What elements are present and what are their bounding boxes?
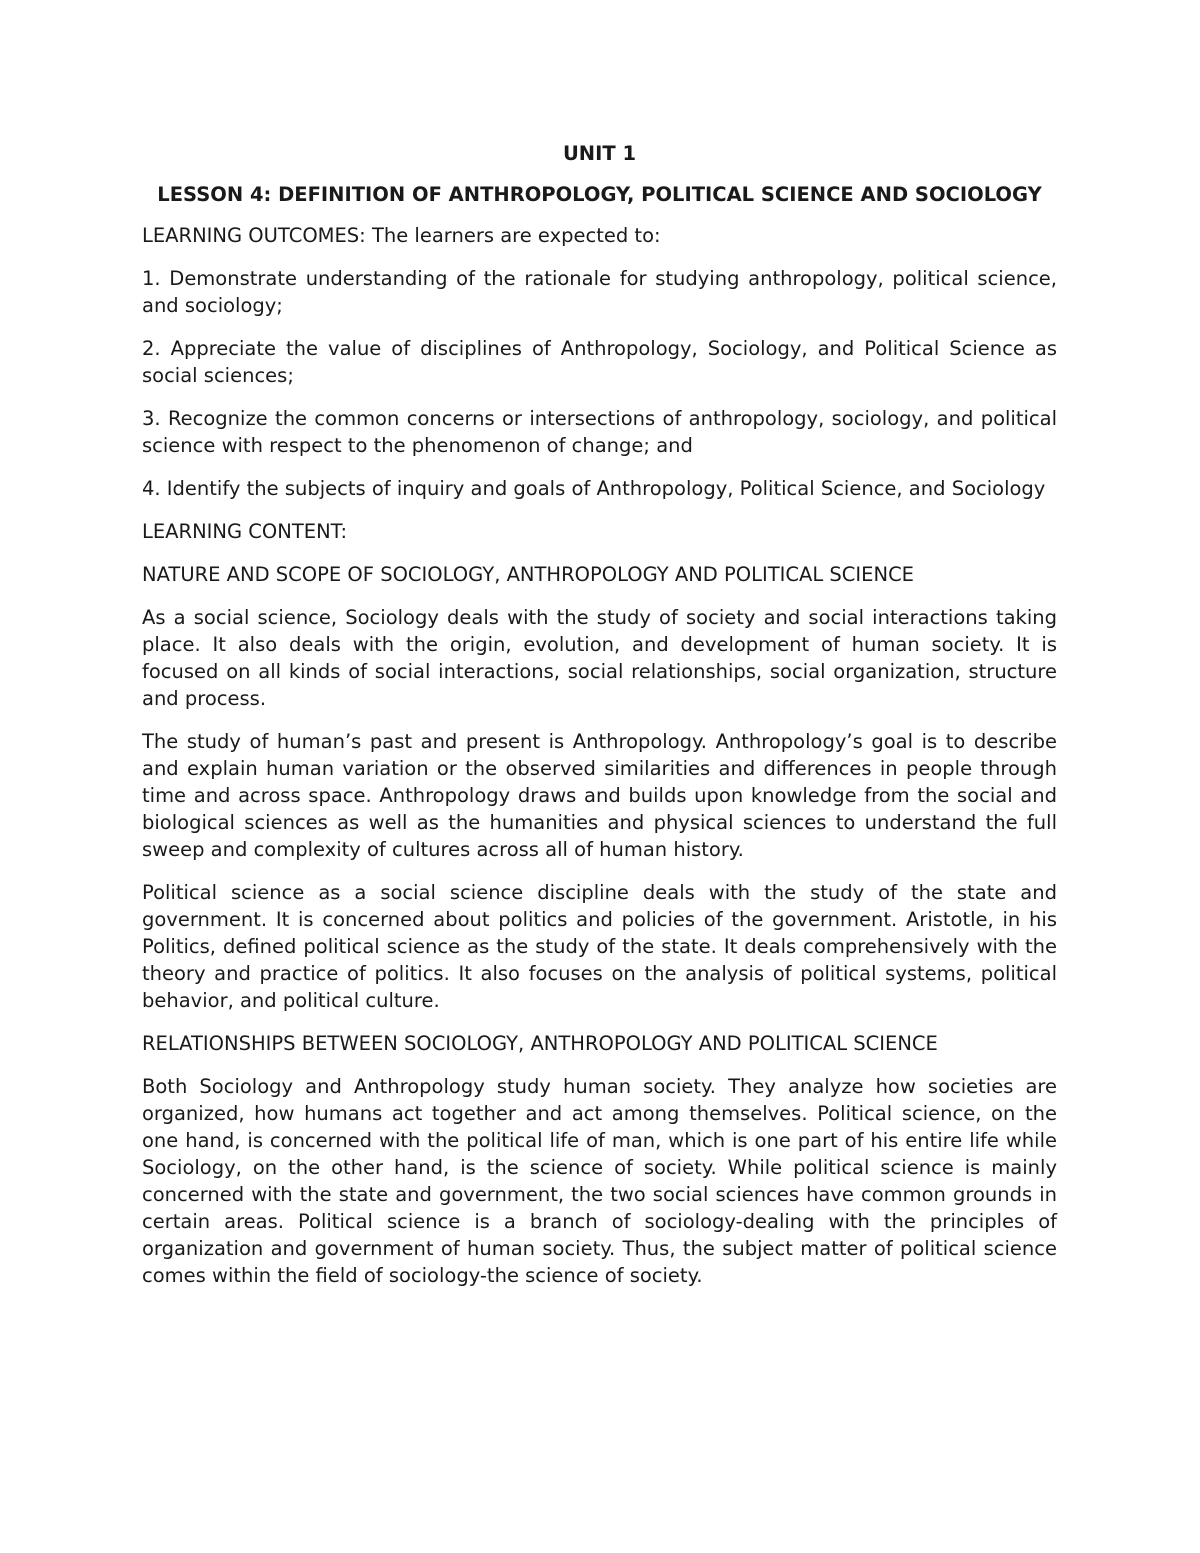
document-page xyxy=(142,140,1057,1305)
outcome-item-1: 1. Demonstrate understanding of the rationale for studying anthropology, political science, and sociology; xyxy=(142,267,1057,317)
unit-title: UNIT 1 xyxy=(562,142,637,165)
section-heading-relationships: RELATIONSHIPS BETWEEN SOCIOLOGY, ANTHROPOLOGY AND POLITICAL SCIENCE xyxy=(142,1032,938,1055)
paragraph-anthropology: The study of human’s past and present is Anthropology. Anthropology’s goal is to describe and explain human variation or the observed similarities and differences in people through time and across space. Anthropology draws and builds upon knowledge from the social and biological sciences as well as the humanities and physical sciences to understand the full sweep and complexity of cultures across all of human history. xyxy=(142,730,1057,861)
outcome-item-3: 3. Recognize the common concerns or intersections of anthropology, sociology, and political science with respect to the phenomenon of change; and xyxy=(142,407,1057,457)
section-heading-nature-scope: NATURE AND SCOPE OF SOCIOLOGY, ANTHROPOLOGY AND POLITICAL SCIENCE xyxy=(142,563,915,586)
paragraph-sociology: As a social science, Sociology deals with the study of society and social interactions taking place. It also deals with the origin, evolution, and development of human society. It is focused on all kinds of social interactions, social relationships, social organization, structure and process. xyxy=(142,606,1057,710)
outcome-item-4: 4. Identify the subjects of inquiry and goals of Anthropology, Political Science, and Sociology xyxy=(142,477,1046,500)
learning-outcomes-heading: LEARNING OUTCOMES: The learners are expected to: xyxy=(142,224,661,247)
learning-content-heading: LEARNING CONTENT: xyxy=(142,520,348,543)
lesson-title: LESSON 4: DEFINITION OF ANTHROPOLOGY, POLITICAL SCIENCE AND SOCIOLOGY xyxy=(157,183,1042,206)
outcome-item-2: 2. Appreciate the value of disciplines of Anthropology, Sociology, and Political Science as social sciences; xyxy=(142,337,1057,387)
paragraph-political-science: Political science as a social science discipline deals with the study of the state and government. It is concerned about politics and policies of the government. Aristotle, in his Politics, defined political science as the study of the state. It deals comprehensively with the theory and practice of politics. It also focuses on the analysis of political systems, political behavior, and political culture. xyxy=(142,881,1057,1012)
paragraph-relationships: Both Sociology and Anthropology study human society. They analyze how societies are organized, how humans act together and act among themselves. Political science, on the one hand, is concerned with the political life of man, which is one part of his entire life while Sociology, on the other hand, is the science of society. While political science is mainly concerned with the state and government, the two social sciences have common grounds in certain areas. Political science is a branch of sociology-dealing with the principles of organization and government of human society. Thus, the subject matter of political science comes within the field of sociology-the science of society. xyxy=(142,1075,1057,1287)
